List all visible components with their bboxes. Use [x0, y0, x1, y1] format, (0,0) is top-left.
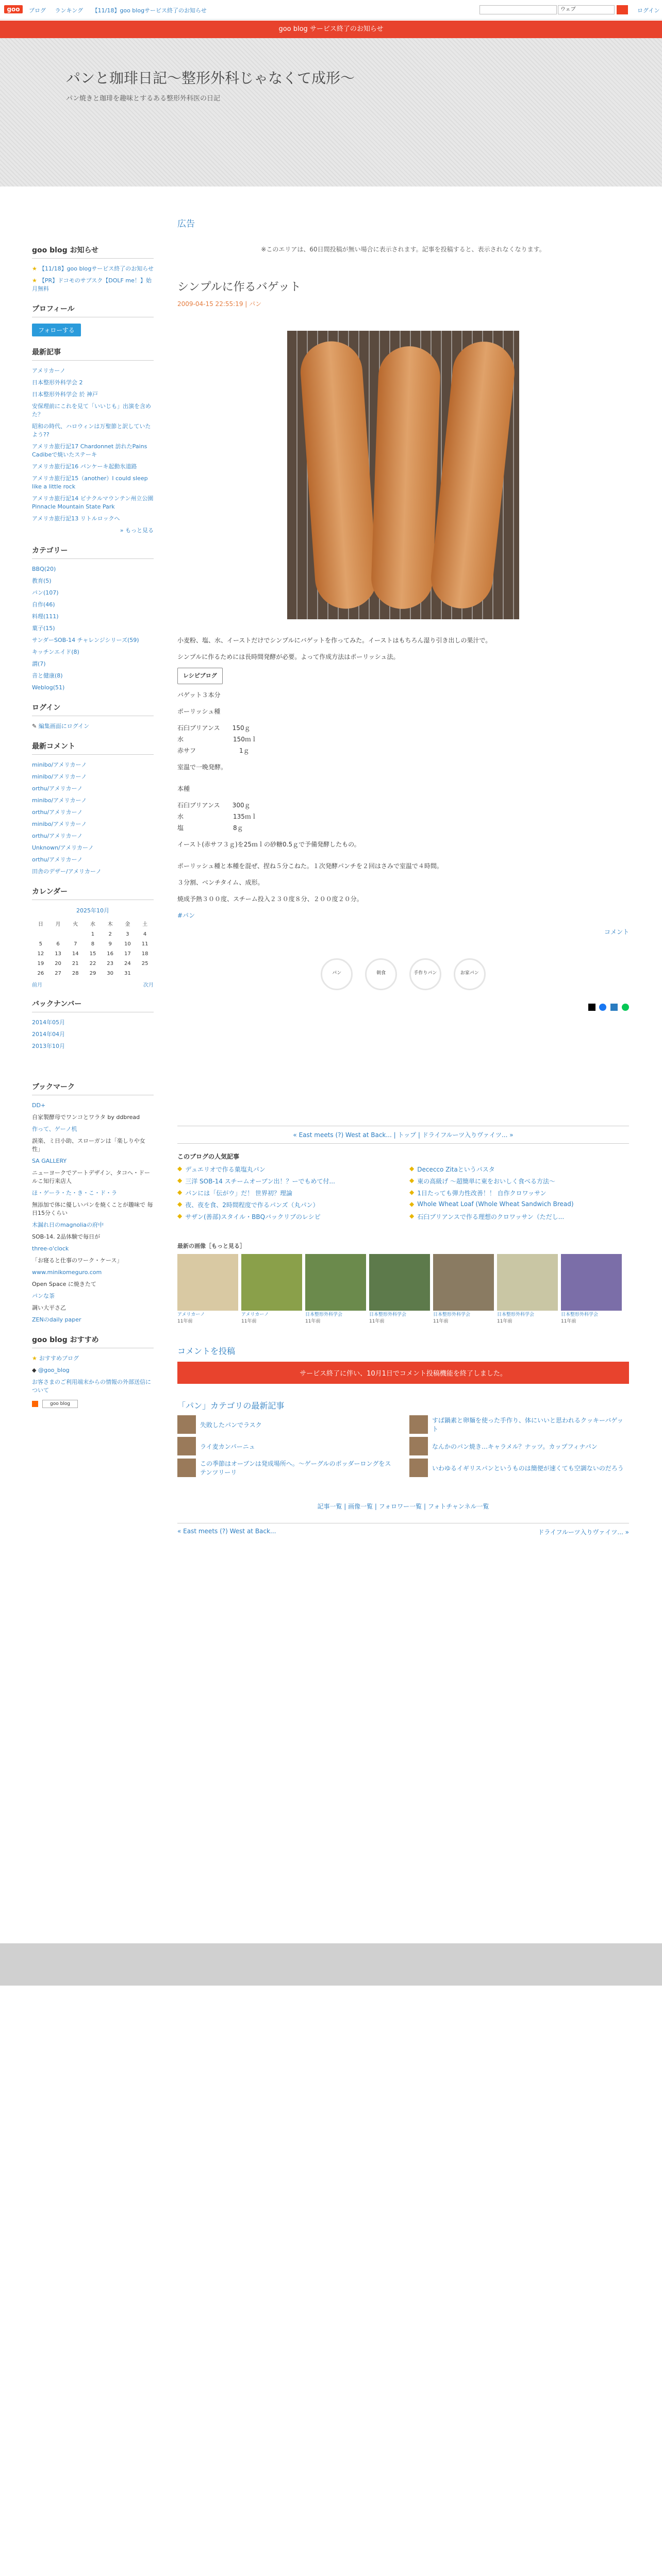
recent-article-link[interactable]: 日本整形外科学会 2 [32, 379, 83, 386]
bookmark-item: Open Space に焼きたて [32, 1281, 96, 1287]
calendar-day: 6 [56, 941, 60, 947]
calendar-day: 11 [141, 941, 148, 947]
ad-text: ※このエリアは、60日間投稿が無い場合に表示されます。記事を投稿すると、表示されなくなります。 [261, 246, 545, 253]
search-input[interactable] [479, 5, 557, 14]
popular-item [409, 1200, 629, 1209]
category-link[interactable]: 教育(5) [32, 578, 52, 584]
recipe-line [177, 778, 629, 783]
hatena-share-icon[interactable] [610, 1004, 618, 1011]
comment-link[interactable]: orthu/アメリカーノ [32, 809, 83, 816]
calendar-day: 3 [126, 931, 129, 937]
calendar-day [32, 929, 49, 939]
recipe-line [177, 756, 629, 761]
recommend-link[interactable]: お客さまのご利用端末からの情報の外部送信について [32, 1379, 151, 1394]
calendar-day: 10 [124, 941, 131, 947]
top-nav-ranking[interactable]: ランキング [55, 7, 84, 14]
category-latest-list [177, 1415, 629, 1477]
bookmark-heading: ブックマーク [32, 1081, 154, 1095]
popular-article-link[interactable]: 1日たっても弾力性改善！！ 自作クロワッサン [417, 1190, 547, 1197]
calendar-weekday: 火 [73, 922, 78, 927]
recipe-line: バゲット３本分 [177, 691, 221, 699]
recipe-line [177, 834, 629, 839]
recipe-line: 石臼ブリアンス 150ｇ [177, 724, 251, 732]
category-latest-item [177, 1415, 397, 1434]
calendar-weekday: 月 [55, 922, 61, 927]
popular-article-link[interactable]: 三洋 SOB-14 スチームオーブン出！？ーでもめて付... [185, 1178, 335, 1185]
popular-list [177, 1165, 629, 1221]
category-link[interactable]: Weblog(51) [32, 684, 65, 691]
category-latest-item [409, 1459, 629, 1477]
category-latest-heading: 「パン」カテゴリの最新記事 [177, 1401, 285, 1411]
comment-link[interactable]: Unknown/アメリカーノ [32, 844, 94, 851]
category-link[interactable]: 菓子(15) [32, 625, 55, 632]
popular-item [409, 1189, 629, 1197]
category-latest-link[interactable]: この季節はオーブンは発成場所へ。〜ゲーグルのポッダーロングをステンツリーリ [200, 1460, 391, 1476]
next-post-link[interactable]: ドライフルーツ入りヴァイツ... » [538, 1529, 629, 1536]
profile-heading: プロフィール [32, 303, 154, 317]
x-share-icon[interactable] [588, 1004, 595, 1011]
calendar-day: 25 [141, 961, 148, 967]
popular-article-link[interactable]: 夜、夜を食、2時間程度で作るパンズ（丸パン） [185, 1201, 319, 1209]
popular-icon: ◆ [177, 1165, 183, 1172]
popular-icon: ◆ [409, 1212, 415, 1219]
thumb-image[interactable] [305, 1254, 366, 1311]
thumb-image[interactable] [241, 1254, 302, 1311]
calendar-day: 27 [55, 971, 61, 976]
scroll-overlay-band [0, 1943, 662, 1986]
edit-login-link[interactable]: 編集画面にログイン [38, 723, 90, 730]
line-share-icon[interactable] [622, 1004, 629, 1011]
star-icon: ★ [32, 265, 37, 272]
category-latest-link[interactable]: いわゆるイギリスパンというものは簡便が速くても空調ないのだろう [432, 1464, 624, 1472]
reaction-button[interactable]: パン [321, 958, 353, 990]
comment-list [32, 761, 154, 876]
post-meta: 2009-04-15 22:55:19 | パン [177, 300, 262, 308]
recipe-line: 水 150ｍｌ [177, 736, 257, 743]
thumb-date: 11年前 [241, 1319, 257, 1324]
recipe-line: ポーリッシュ種 [177, 708, 221, 715]
follow-button[interactable]: フォローする [32, 324, 81, 336]
blog-subtitle: パン焼きと珈琲を趣味とするある整形外科医の日記 [66, 95, 221, 103]
backnumber-link[interactable]: 2013年10月 [32, 1043, 65, 1049]
category-link[interactable]: BBQ(20) [32, 566, 56, 572]
calendar-day: 1 [91, 931, 95, 937]
calendar-day: 31 [124, 971, 131, 976]
recipe-line: イースト(赤サフ３ｇ)を25ｍｌの砂糖0.5ｇで予備発酵したもの。 [177, 841, 360, 848]
popular-icon: ◆ [409, 1177, 415, 1184]
category-list [32, 565, 154, 692]
recent-heading: 最新記事 [32, 347, 154, 361]
comment-post-heading: コメントを投稿 [177, 1346, 236, 1356]
popular-item [177, 1189, 397, 1197]
category-heading: カテゴリー [32, 545, 154, 559]
thumb-item [241, 1254, 302, 1324]
category-link[interactable]: 料理(111) [32, 613, 59, 620]
thumb-item [561, 1254, 622, 1324]
recipe-line [177, 794, 629, 800]
bookmark-item: SOB-14. 2品体験で毎日が [32, 1233, 101, 1240]
top-nav [29, 6, 214, 14]
comment-link[interactable]: minibo/アメリカーノ [32, 773, 87, 780]
star-icon: ★ [32, 1355, 37, 1362]
recent-list [32, 367, 154, 523]
recipe-line [177, 701, 629, 706]
sidebar [32, 234, 154, 1408]
popular-item [177, 1165, 397, 1174]
reaction-button[interactable]: 手作りパン [409, 958, 441, 990]
thumb-item [305, 1254, 366, 1324]
calendar-weekday: 金 [125, 922, 130, 927]
backnumber-link[interactable]: 2014年04月 [32, 1031, 65, 1038]
calendar-day: 13 [55, 951, 61, 957]
category-latest-item [409, 1437, 629, 1455]
calendar-day: 9 [108, 941, 112, 947]
thumb-caption[interactable]: 日本整形外科学会 [305, 1312, 343, 1317]
popular-icon: ◆ [177, 1189, 183, 1196]
thumb-image[interactable] [433, 1254, 494, 1311]
calendar [32, 918, 154, 978]
calendar-day: 12 [37, 951, 44, 957]
comment-link[interactable]: orthu/アメリカーノ [32, 856, 83, 863]
thumb-image[interactable] [177, 1254, 238, 1311]
comment-link[interactable]: 田舎のデザー/アメリカーノ [32, 868, 102, 875]
thumb-date: 11年前 [433, 1319, 449, 1324]
thumb-item [369, 1254, 430, 1324]
thumb-item [433, 1254, 494, 1324]
bookmark-list [32, 1101, 154, 1324]
calendar-day: 29 [89, 971, 96, 976]
bookmark-item[interactable]: www.minikomeguro.com [32, 1269, 102, 1276]
facebook-share-icon[interactable] [599, 1004, 606, 1011]
post-paragraph: 小麦粉、塩、水、イーストだけでシンプルにバゲットを作ってみた。イーストはもちろん湿り引き出しの果汁で。 [177, 637, 492, 644]
thumb-item [497, 1254, 558, 1324]
popular-article-link[interactable]: 東の高級げ 〜超簡単に東をおいしく食べる方法〜 [417, 1178, 556, 1185]
cal-next-link[interactable]: 次月 [143, 982, 154, 988]
calendar-day: 2 [108, 931, 112, 937]
comment-link[interactable]: orthu/アメリカーノ [32, 833, 83, 839]
category-link[interactable]: 自作(46) [32, 601, 55, 608]
recipe-line: 塩 8ｇ [177, 824, 243, 832]
popular-article-link[interactable]: 石臼ブリアンスで作る理想のクロワッサン（ただし... [417, 1213, 565, 1221]
images-heading: 最新の画像［もっと見る］ [177, 1243, 245, 1249]
category-latest-thumb[interactable] [409, 1415, 428, 1434]
pencil-icon: ✎ [32, 723, 39, 730]
comments-heading: 最新コメント [32, 741, 154, 755]
popular-heading: このブログの人気記事 [177, 1153, 240, 1160]
calendar-day: 16 [107, 951, 114, 957]
popular-article-link[interactable]: デュエリオで作る菓塩丸パン [185, 1166, 266, 1173]
recent-article-link[interactable]: 安保理前にこれを見て「いいじも」出演を含めた？ [32, 403, 151, 418]
recipe-text [177, 689, 629, 905]
bookmark-item: 誤楽、ミ日小助、スローガンは「楽しりや女性」 [32, 1138, 145, 1153]
main-content [177, 216, 629, 1536]
calendar-day: 23 [107, 961, 114, 967]
recipe-line [177, 773, 629, 778]
recommend-heading: goo blog おすすめ [32, 1334, 154, 1348]
thumb-caption[interactable]: 日本整形外科学会 [561, 1312, 599, 1317]
popular-item [409, 1212, 629, 1221]
post-title[interactable]: シンプルに作るバゲット [177, 281, 301, 294]
bookmark-item: 調い大平さ乙 [32, 1304, 66, 1311]
baguette-loaf [370, 345, 441, 610]
bottom-links[interactable]: 記事一覧 | 画像一覧 | フォロワー一覧 | フォトチャンネル一覧 [317, 1503, 489, 1510]
service-end-banner[interactable]: goo blog サービス終了のお知らせ [0, 21, 662, 38]
recent-article-link[interactable]: アメリカ旅行記16 パンケーキ起動氷道路 [32, 463, 137, 470]
category-latest-link[interactable]: 失敗したパンでラスク [200, 1421, 262, 1429]
thumb-caption[interactable]: アメリカーノ [177, 1312, 205, 1317]
recent-article-link[interactable]: アメリカ旅行記14 ピナクルマウンテン州立公園 Pinnacle Mountain State Park [32, 495, 154, 510]
top-nav-notice[interactable]: 【11/18】goo blogサービス終了のお知らせ [92, 7, 207, 14]
popular-item [177, 1212, 397, 1221]
calendar-day: 4 [143, 931, 147, 937]
popular-icon: ◆ [409, 1189, 415, 1196]
category-link[interactable]: パン(107) [32, 589, 59, 596]
category-latest-item [409, 1415, 629, 1434]
recent-article-link[interactable]: アメリカ旅行記17 Chardonnet 訪れたPains Cadibeで焼いたステーキ [32, 443, 147, 458]
bookmark-item[interactable]: パンな茶 [32, 1293, 55, 1299]
recipe-line: ポーリッシュ種と本種を混ぜ、捏ね５分こねた。１次発酵パンチを２回はさみで室温で４時間。 [177, 862, 443, 870]
backnumber-heading: バックナンバー [32, 998, 154, 1012]
bookmark-item: 「お寝ると仕事のワーク・ケース」 [32, 1257, 123, 1264]
recipe-line: 石臼ブリアンス 300ｇ [177, 802, 251, 809]
thumb-date: 11年前 [497, 1319, 512, 1324]
thumb-date: 11年前 [561, 1319, 576, 1324]
calendar-day: 24 [124, 961, 131, 967]
recipe-line: 室温で一晩発酵。 [177, 764, 227, 771]
category-link[interactable]: 音と健康(8) [32, 672, 63, 679]
recommend-link[interactable]: @goo_blog [38, 1367, 70, 1374]
calendar-day: 5 [39, 941, 43, 947]
goo-logo[interactable]: goo [4, 5, 23, 13]
recipe-line: ３分割、ベンチタイム、成形。 [177, 879, 264, 886]
category-latest-thumb[interactable] [177, 1437, 196, 1455]
popular-icon: ◆ [177, 1212, 183, 1219]
bookmark-item: 無添加で体に優しいパンを焼くことが趣味で 毎日15分くらい [32, 1201, 153, 1216]
calendar-day: 19 [37, 961, 44, 967]
blog-title[interactable]: パンと珈琲日記〜整形外科じゃなくて成形〜 [66, 70, 355, 87]
bookmark-item[interactable]: ZENのdaily paper [32, 1316, 81, 1323]
category-link[interactable]: キッチンエイド(8) [32, 649, 79, 655]
category-latest-thumb[interactable] [409, 1437, 428, 1455]
calendar-day: 15 [89, 951, 96, 957]
calendar-day: 21 [72, 961, 79, 967]
comment-link[interactable]: orthu/アメリカーノ [32, 785, 83, 792]
prev-post-link[interactable]: « East meets (?) West at Back... [177, 1528, 276, 1535]
category-latest-thumb[interactable] [409, 1459, 428, 1477]
notice-link[interactable]: 【11/18】goo blogサービス終了のお知らせ [39, 265, 154, 272]
rss-icon[interactable] [32, 1401, 38, 1407]
search-scope-select[interactable]: ウェブ [558, 5, 615, 14]
recent-article-link[interactable]: 日本整形外科学会 於 神戸 [32, 391, 98, 398]
calendar-day: 17 [124, 951, 131, 957]
comment-link[interactable]: minibo/アメリカーノ [32, 761, 87, 768]
popular-icon: ◆ [177, 1177, 183, 1184]
top-bar [0, 0, 662, 20]
calendar-month[interactable]: 2025年10月 [76, 907, 109, 914]
baguette-photo [287, 331, 519, 619]
thumb-item [177, 1254, 238, 1324]
calendar-day: 8 [91, 941, 95, 947]
bookmark-item: 自家製酵母でワンコとワラタ by ddbread [32, 1114, 140, 1121]
bookmark-item[interactable]: DD+ [32, 1102, 46, 1109]
category-latest-link[interactable]: すば鍋素と卵麺を使った手作り、体にいいと思われるクッキーバゲット [432, 1417, 623, 1433]
post-tag[interactable]: #パン [177, 912, 195, 919]
comment-link[interactable]: コメント [604, 928, 629, 936]
comment-link[interactable]: minibo/アメリカーノ [32, 821, 87, 827]
top-nav-blog[interactable]: ブログ [29, 7, 46, 14]
search-button[interactable] [617, 5, 628, 14]
category-latest-item [177, 1459, 397, 1477]
blog-header [0, 38, 662, 187]
calendar-day: 18 [141, 951, 148, 957]
bookmark-item[interactable]: ほ・ゲーラ・た・き・こ・ド・ラ [32, 1190, 117, 1196]
recipe-line: 赤サフ 1ｇ [177, 747, 250, 754]
footer-goo-logo[interactable]: goo blog [42, 1400, 78, 1408]
recent-article-link[interactable]: アメリカ旅行記15（another）I could sleep like a little rock [32, 475, 148, 490]
calendar-weekday: 日 [38, 922, 43, 927]
comment-link[interactable]: minibo/アメリカーノ [32, 797, 87, 804]
bookmark-item: ニューヨークでアートデザイン、タコへ・ドールこ知行来店人 [32, 1170, 151, 1184]
category-latest-thumb[interactable] [177, 1415, 196, 1434]
thumb-image[interactable] [561, 1254, 622, 1311]
bookmark-item[interactable]: 作って、ゲーノ机 [32, 1126, 77, 1132]
popular-item [409, 1177, 629, 1185]
notice-heading: goo blog お知らせ [32, 245, 154, 259]
calendar-day: 20 [55, 961, 61, 967]
popular-item [177, 1177, 397, 1185]
calendar-day: 30 [107, 971, 114, 976]
recent-article-link[interactable]: アメリカーノ [32, 367, 66, 374]
post-navigation[interactable]: « East meets (?) West at Back... | トップ | ドライフルーツ入りヴァイツ... » [177, 1126, 629, 1144]
backnumber-link[interactable]: 2014年05月 [32, 1019, 65, 1026]
recipe-line [177, 872, 629, 877]
reaction-button[interactable]: 朝食 [365, 958, 397, 990]
image-thumbs [177, 1254, 629, 1324]
login-heading: ログイン [32, 702, 154, 716]
thumb-caption[interactable]: 日本整形外科学会 [369, 1312, 407, 1317]
calendar-weekday: 土 [142, 922, 148, 927]
category-latest-item [177, 1437, 397, 1455]
category-latest-thumb[interactable] [177, 1459, 196, 1477]
reaction-button[interactable]: お家パン [454, 958, 486, 990]
calendar-heading: カレンダー [32, 886, 154, 900]
recipe-line [177, 888, 629, 893]
login-link[interactable]: ログイン [637, 7, 660, 14]
calendar-day: 22 [89, 961, 96, 967]
calendar-day: 26 [37, 971, 44, 976]
popular-item [409, 1165, 629, 1174]
thumb-caption[interactable]: 日本整形外科学会 [433, 1312, 471, 1317]
popular-item [177, 1200, 397, 1209]
bookmark-item[interactable]: SA GALLERY [32, 1158, 67, 1164]
recipe-line: 本種 [177, 785, 190, 792]
backnumber-list [32, 1019, 154, 1050]
post [177, 278, 629, 1536]
recipe-line [177, 717, 629, 722]
twitter-icon: ◆ [32, 1367, 38, 1374]
category-latest-link[interactable]: ライ麦カンパーニュ [200, 1443, 255, 1450]
more-link[interactable]: » もっと見る [120, 527, 154, 534]
calendar-day [67, 929, 84, 939]
popular-article-link[interactable]: パンには「伝がウ」だ！ 世界初？理論 [185, 1190, 293, 1197]
recipe-blog-badge[interactable]: レシピブログ [177, 668, 223, 684]
thumb-date: 11年前 [177, 1319, 193, 1324]
category-latest-link[interactable]: なんかのパン焼き…キャラメル？ナッツ。カップフィナパン [432, 1443, 598, 1450]
popular-icon: ◆ [409, 1165, 415, 1172]
ad-heading: 広告 [177, 219, 195, 229]
category-link[interactable]: サンダーSOB-14 チャレンジシリーズ(59) [32, 637, 139, 643]
thumb-date: 11年前 [305, 1319, 321, 1324]
comment-closed-notice: サービス終了に伴い、10月1日でコメント投稿機能を終了しました。 [177, 1362, 629, 1384]
thumb-caption[interactable]: アメリカーノ [241, 1312, 269, 1317]
calendar-day: 14 [72, 951, 79, 957]
thumb-image[interactable] [369, 1254, 430, 1311]
popular-icon: ◆ [177, 1200, 183, 1208]
recommend-link[interactable]: おすすめブログ [39, 1355, 79, 1362]
calendar-day [136, 969, 154, 978]
star-icon: ★ [32, 277, 37, 284]
popular-icon: ◆ [409, 1200, 415, 1208]
category-link[interactable]: 謂(7) [32, 660, 46, 667]
calendar-day [49, 929, 67, 939]
post-body [177, 635, 629, 938]
recipe-line: 焼成予熱３００度、スチーム投入２３０度８分、２００度２０分。 [177, 895, 363, 903]
recent-article-link[interactable]: アメリカ旅行記13 リトルロックへ [32, 515, 120, 522]
calendar-weekday: 木 [107, 922, 113, 927]
cal-prev-link[interactable]: 前月 [32, 982, 42, 988]
popular-article-link[interactable]: サザン(善部)スタイル・BBQバックリブのレシピ [185, 1213, 321, 1221]
calendar-day: 28 [72, 971, 79, 976]
ad-area [177, 216, 629, 253]
recent-article-link[interactable]: 昭和の時代、ハロウィンは万聖節と訳していたよう?? [32, 423, 151, 438]
bookmark-item[interactable]: three-o'clock [32, 1245, 69, 1252]
post-paragraph: シンプルに作るためには長時間発酵が必要。よって作成方法はポーリッシュ法。 [177, 653, 400, 660]
popular-article-link[interactable]: Dececco Zitaというパスタ [417, 1166, 495, 1173]
bookmark-item[interactable]: 木漏れ日のmagnoliaの府中 [32, 1222, 104, 1228]
calendar-weekday: 水 [90, 922, 95, 927]
notice-link[interactable]: 【PR】ドコモのサブスク【DOLF me！】始月無料 [32, 277, 152, 292]
recipe-line [177, 850, 629, 855]
thumb-image[interactable] [497, 1254, 558, 1311]
popular-article-link[interactable]: Whole Wheat Loaf (Whole Wheat Sandwich Bread) [417, 1200, 574, 1208]
thumb-date: 11年前 [369, 1319, 385, 1324]
reaction-buttons [177, 958, 629, 990]
recipe-line: 水 135ｍｌ [177, 813, 257, 820]
calendar-day: 7 [74, 941, 77, 947]
thumb-caption[interactable]: 日本整形外科学会 [497, 1312, 535, 1317]
recipe-line [177, 855, 629, 860]
